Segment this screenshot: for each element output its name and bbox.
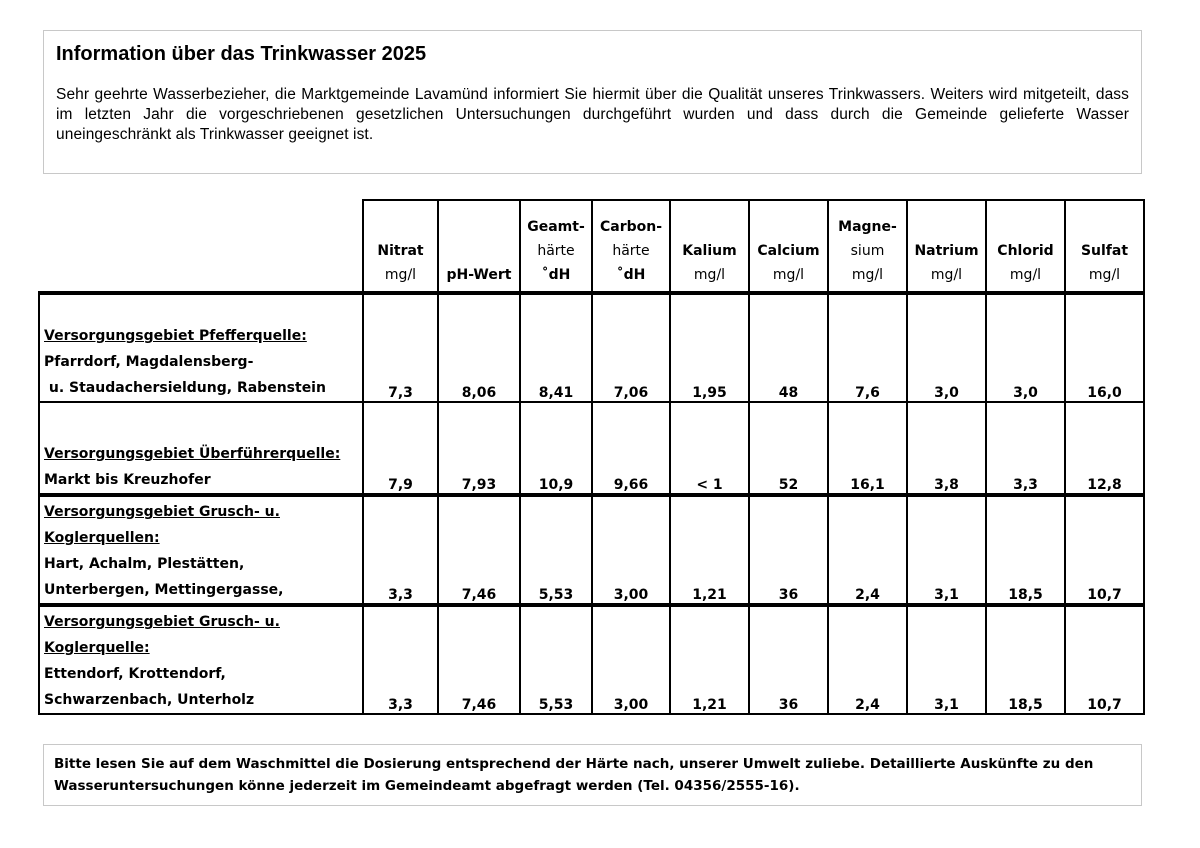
- col-header-calcium: Calcium mg/l: [749, 200, 828, 293]
- value-cell: 16,1: [828, 402, 907, 495]
- value-cell: 3,8: [907, 402, 986, 495]
- col-header-magnesium: Magne- sium mg/l: [828, 200, 907, 293]
- header-corner: [39, 200, 363, 293]
- value-cell: 36: [749, 495, 828, 605]
- value-cell: 7,6: [828, 293, 907, 402]
- value-cell: 3,3: [363, 495, 438, 605]
- region-cell: Versorgungsgebiet Pfefferquelle: Pfarrdorf, Magdalensberg- u. Staudachersieldung, Rabenstein: [39, 293, 363, 402]
- col-header-kalium: Kalium mg/l: [670, 200, 749, 293]
- value-cell: 10,7: [1065, 605, 1144, 714]
- value-cell: 10,7: [1065, 495, 1144, 605]
- value-cell: 7,06: [592, 293, 670, 402]
- table-row: [39, 402, 1144, 495]
- region-cell: Versorgungsgebiet Grusch- u. Koglerquellen: Hart, Achalm, Plestätten, Unterbergen, Mettingergasse,: [39, 495, 363, 605]
- table-row: [39, 605, 1144, 714]
- col-header-natrium: Natrium mg/l: [907, 200, 986, 293]
- value-cell: 36: [749, 605, 828, 714]
- col-header-gesamthaerte: Geamt- härte ˚dH: [520, 200, 592, 293]
- intro-box: [43, 30, 1142, 174]
- value-cell: 8,41: [520, 293, 592, 402]
- value-cell: 10,9: [520, 402, 592, 495]
- col-header-ph: pH-Wert: [438, 200, 520, 293]
- value-cell: 5,53: [520, 495, 592, 605]
- value-cell: 2,4: [828, 495, 907, 605]
- value-cell: 3,00: [592, 495, 670, 605]
- value-cell: 9,66: [592, 402, 670, 495]
- value-cell: 2,4: [828, 605, 907, 714]
- intro-text: Sehr geehrte Wasserbezieher, die Marktgemeinde Lavamünd informiert Sie hiermit über die Qualität unseres Trinkwassers. Weiters wird mitgeteilt, dass im letzten Jahr die vorgeschriebenen gesetzlichen Untersuchungen durchgeführt wurden und dass durch die Gemeinde gelieferte Wasser uneingeschränkt als Trinkwasser geeignet ist.: [56, 86, 1129, 143]
- value-cell: 7,3: [363, 293, 438, 402]
- col-header-nitrat: Nitrat mg/l: [363, 200, 438, 293]
- page-title: Information über das Trinkwasser 2025: [56, 43, 427, 65]
- col-header-sulfat: Sulfat mg/l: [1065, 200, 1144, 293]
- value-cell: 7,46: [438, 495, 520, 605]
- value-cell: 7,46: [438, 605, 520, 714]
- note-box: [43, 744, 1142, 806]
- value-cell: 3,3: [363, 605, 438, 714]
- value-cell: 3,3: [986, 402, 1065, 495]
- value-cell: 5,53: [520, 605, 592, 714]
- note-line-1: Bitte lesen Sie auf dem Waschmittel die Dosierung entsprechend der Härte nach, unserer Umwelt zuliebe. Detaillierte Auskünfte zu den: [54, 756, 1094, 772]
- region-cell: Versorgungsgebiet Grusch- u. Koglerquelle: Ettendorf, Krottendorf, Schwarzenbach, Unterholz: [39, 605, 363, 714]
- value-cell: 3,0: [986, 293, 1065, 402]
- value-cell: 7,93: [438, 402, 520, 495]
- value-cell: 12,8: [1065, 402, 1144, 495]
- value-cell: 1,21: [670, 495, 749, 605]
- value-cell: 16,0: [1065, 293, 1144, 402]
- note-line-2: Wasseruntersuchungen könne jederzeit im Gemeindeamt abgefragt werden (Tel. 04356/2555-16).: [54, 778, 800, 794]
- value-cell: 3,0: [907, 293, 986, 402]
- table-row: [39, 293, 1144, 402]
- value-cell: 1,95: [670, 293, 749, 402]
- value-cell: 3,1: [907, 605, 986, 714]
- value-cell: 52: [749, 402, 828, 495]
- value-cell: < 1: [670, 402, 749, 495]
- value-cell: 3,00: [592, 605, 670, 714]
- value-cell: 1,21: [670, 605, 749, 714]
- value-cell: 3,1: [907, 495, 986, 605]
- value-cell: 18,5: [986, 605, 1065, 714]
- value-cell: 8,06: [438, 293, 520, 402]
- water-quality-table: [38, 199, 1145, 715]
- table-header-row: [39, 200, 1144, 293]
- value-cell: 48: [749, 293, 828, 402]
- col-header-carbonhaerte: Carbon- härte ˚dH: [592, 200, 670, 293]
- table-row: [39, 495, 1144, 605]
- value-cell: 7,9: [363, 402, 438, 495]
- col-header-chlorid: Chlorid mg/l: [986, 200, 1065, 293]
- region-cell: Versorgungsgebiet Überführerquelle: Markt bis Kreuzhofer: [39, 402, 363, 495]
- value-cell: 18,5: [986, 495, 1065, 605]
